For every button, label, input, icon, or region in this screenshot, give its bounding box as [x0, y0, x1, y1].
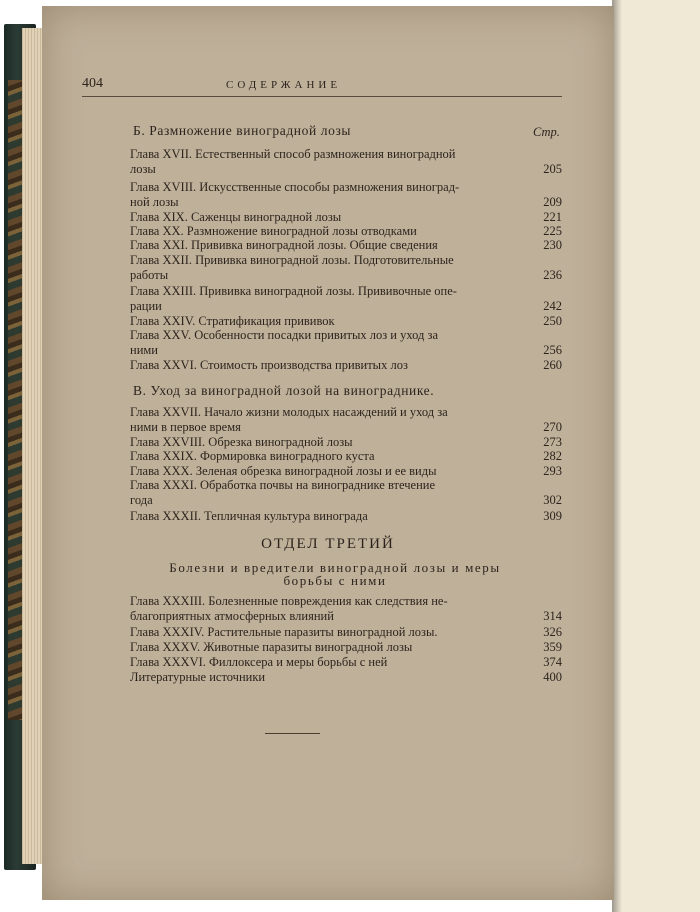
toc-line: работы	[130, 268, 169, 282]
toc-line: Глава XXX. Зеленая обрезка виноградной лозы и ее виды	[130, 464, 437, 478]
toc-line: Глава XX. Размножение виноградной лозы отводками	[130, 224, 417, 238]
toc-line: Глава XXIX. Формировка виноградного куста	[130, 449, 375, 463]
toc-page: 236	[543, 268, 562, 282]
toc-page: 209	[543, 195, 562, 209]
toc-line: Глава XXXIV. Растительные паразиты виноградной лозы.	[130, 625, 438, 639]
toc-page: 293	[543, 464, 562, 478]
toc-line: ними	[130, 343, 158, 357]
toc-line: Глава XXXVI. Филлоксера и меры борьбы с ней	[130, 655, 388, 669]
part-subtitle: Болезни и вредители виноградной лозы и меры	[169, 560, 501, 575]
toc-line: благоприятных атмосферных влияний	[130, 609, 334, 623]
toc-line: Глава XXVI. Стоимость производства привитых лоз	[130, 358, 408, 372]
part-subtitle: борьбы с ними	[283, 573, 387, 588]
page-column-label: Стр.	[533, 125, 560, 139]
toc-line: Глава XXV. Особенности посадки привитых лоз и уход за	[130, 328, 438, 342]
toc-line: Глава XXXIII. Болезненные повреждения как следствия не-	[130, 594, 448, 608]
toc-line: Глава XVIII. Искусственные способы размножения виноград-	[130, 180, 460, 194]
toc-line: Глава XXII. Прививка виноградной лозы. Подготовительные	[130, 253, 454, 267]
running-header: СОДЕРЖАНИЕ	[226, 79, 342, 91]
section-title: Б. Размножение виноградной лозы	[133, 123, 352, 138]
page-stack-edge	[22, 28, 44, 864]
toc-page: 309	[543, 509, 562, 523]
toc-page: 230	[543, 238, 562, 252]
toc-page: 270	[543, 420, 562, 434]
toc-page: 250	[543, 314, 562, 328]
toc-page: 256	[543, 343, 562, 357]
toc-line: Глава XXXV. Животные паразиты виноградной лозы	[130, 640, 413, 654]
toc-line: Глава XXIII. Прививка виноградной лозы. Прививочные опе-	[130, 284, 457, 298]
toc-page: 302	[543, 493, 562, 507]
toc-line: Глава XXI. Прививка виноградной лозы. Общие сведения	[130, 238, 438, 252]
toc-line: ной лозы	[130, 195, 179, 209]
toc-page: 205	[543, 162, 562, 176]
toc-line: ними в первое время	[130, 420, 241, 434]
toc-page: 282	[543, 449, 562, 463]
toc-line: Глава XXVII. Начало жизни молодых насаждений и уход за	[130, 405, 448, 419]
toc-page: 314	[543, 609, 562, 623]
toc-page: 260	[543, 358, 562, 372]
toc-page: 242	[543, 299, 562, 313]
toc-page: 326	[543, 625, 562, 639]
background-paper	[612, 0, 700, 912]
toc-line: Глава XIX. Саженцы виноградной лозы	[130, 210, 342, 224]
toc-page: 359	[543, 640, 562, 654]
toc-line: Глава XVII. Естественный способ размножения виноградной	[130, 147, 456, 161]
closing-rule	[265, 733, 320, 734]
toc-line: Глава XXXII. Тепличная культура винограда	[130, 509, 368, 523]
header-rule	[82, 96, 562, 97]
toc-line: лозы	[130, 162, 156, 176]
toc-line: рации	[130, 299, 162, 313]
toc-page: 273	[543, 435, 562, 449]
part-title: ОТДЕЛ ТРЕТИЙ	[261, 536, 395, 552]
page-number: 404	[82, 76, 103, 91]
toc-line: Литературные источники	[130, 670, 266, 684]
toc-line: года	[130, 493, 153, 507]
toc-page: 225	[543, 224, 562, 238]
toc-line: Глава XXIV. Стратификация прививок	[130, 314, 335, 328]
toc-line: Глава XXXI. Обработка почвы на винограднике втечение	[130, 478, 435, 492]
section-title: В. Уход за виноградной лозой на винограднике.	[133, 383, 435, 398]
toc-page: 221	[543, 210, 562, 224]
toc-line: Глава XXVIII. Обрезка виноградной лозы	[130, 435, 353, 449]
toc-page: 374	[543, 655, 562, 669]
toc-page: 400	[543, 670, 562, 684]
